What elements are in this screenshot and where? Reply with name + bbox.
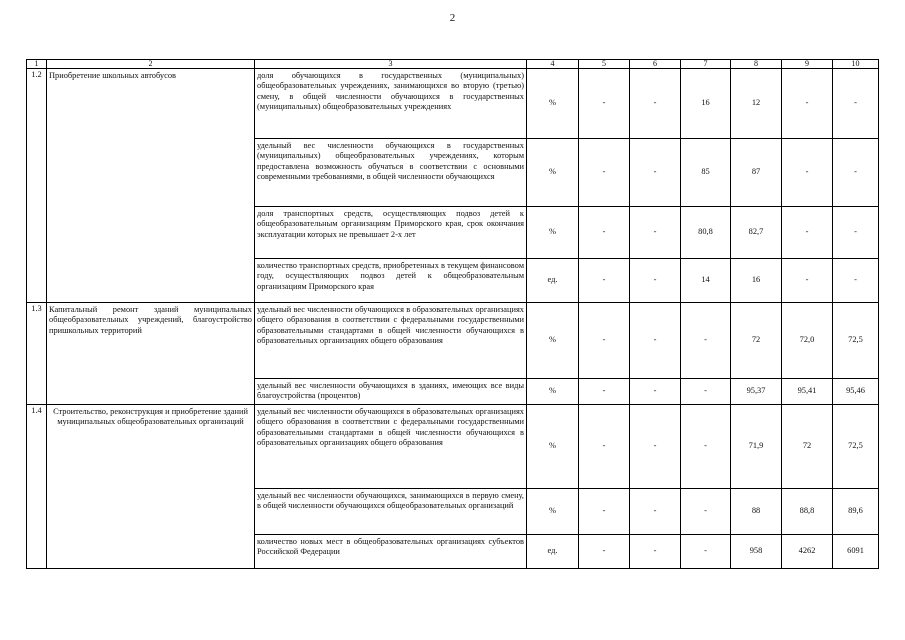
value-cell: - [833, 207, 879, 259]
unit-cell: % [527, 303, 579, 379]
value-cell: 14 [681, 259, 731, 303]
value-cell: - [579, 379, 630, 405]
column-number: 4 [527, 60, 579, 69]
indicator-text: количество транспортных средств, приобретенных в текущем финансовом году, осуществляющих подвоз детей к общеобразовательным организациям Приморского края [255, 259, 527, 303]
item-number: 1.3 [27, 303, 47, 405]
value-cell: 88,8 [782, 489, 833, 535]
value-cell: 89,6 [833, 489, 879, 535]
page-number: 2 [449, 12, 456, 24]
value-cell: - [630, 303, 681, 379]
unit-cell: % [527, 139, 579, 207]
value-cell: - [782, 259, 833, 303]
indicators-table [26, 59, 879, 569]
unit-cell: % [527, 405, 579, 489]
value-cell: - [630, 139, 681, 207]
table-row [27, 303, 879, 379]
value-cell: - [681, 405, 731, 489]
unit-cell: % [527, 379, 579, 405]
indicator-text: удельный вес численности обучающихся, занимающихся в первую смену, в общей численности обучающихся общеобразовательных организаций [255, 489, 527, 535]
value-cell: - [833, 259, 879, 303]
column-number: 8 [731, 60, 782, 69]
value-cell: 88 [731, 489, 782, 535]
column-number: 2 [47, 60, 255, 69]
value-cell: - [630, 535, 681, 569]
value-cell: - [579, 535, 630, 569]
value-cell: 71,9 [731, 405, 782, 489]
value-cell: 958 [731, 535, 782, 569]
value-cell: - [630, 259, 681, 303]
value-cell: 82,7 [731, 207, 782, 259]
indicator-text: доля обучающихся в государственных (муниципальных) общеобразовательных учреждениях, занимающихся во вторую (третью) смену, в общей численности обучающихся в государственных (муниципальных) общеобразовательных учреждениях [255, 69, 527, 139]
column-number: 1 [27, 60, 47, 69]
value-cell: - [782, 207, 833, 259]
indicator-text: удельный вес численности обучающихся в образовательных организациях общего образования в соответствии с федеральными государственными образовательными стандартами в общей численности обучающихся в образовательных организациях общего образования [255, 405, 527, 489]
column-number: 6 [630, 60, 681, 69]
indicator-text: удельный вес численности обучающихся в государственных (муниципальных) общеобразовательных учреждениях, которым предоставлена возможность обучаться в соответствии с основными современными требованиями, в общей численности обучающихся [255, 139, 527, 207]
value-cell: 6091 [833, 535, 879, 569]
value-cell: - [630, 379, 681, 405]
value-cell: 72,5 [833, 405, 879, 489]
value-cell: - [630, 69, 681, 139]
value-cell: - [630, 489, 681, 535]
column-number: 7 [681, 60, 731, 69]
value-cell: - [579, 139, 630, 207]
value-cell: 4262 [782, 535, 833, 569]
value-cell: 87 [731, 139, 782, 207]
indicator-text: удельный вес численности обучающихся в зданиях, имеющих все виды благоустройства (процентов) [255, 379, 527, 405]
value-cell: - [681, 379, 731, 405]
value-cell: - [681, 489, 731, 535]
value-cell: 16 [681, 69, 731, 139]
item-title: Капитальный ремонт зданий муниципальных общеобразовательных учреждений, благоустройство пришкольных территорий [47, 303, 255, 405]
value-cell: - [630, 405, 681, 489]
value-cell: 95,41 [782, 379, 833, 405]
value-cell: - [579, 405, 630, 489]
unit-cell: % [527, 69, 579, 139]
value-cell: - [579, 489, 630, 535]
value-cell: - [833, 139, 879, 207]
value-cell: - [782, 69, 833, 139]
unit-cell: % [527, 207, 579, 259]
value-cell: - [833, 69, 879, 139]
column-number-row [27, 60, 879, 69]
item-number: 1.4 [27, 405, 47, 569]
indicator-text: удельный вес численности обучающихся в образовательных организациях общего образования в соответствии с федеральными государственными образовательными стандартами в общей численности обучающихся в образовательных организациях общего образования [255, 303, 527, 379]
value-cell: 72 [731, 303, 782, 379]
value-cell: 80,8 [681, 207, 731, 259]
table-row [27, 405, 879, 489]
indicator-text: доля транспортных средств, осуществляющих подвоз детей к общеобразовательным организациям Приморского края, срок окончания эксплуатации которых не превышает 2-х лет [255, 207, 527, 259]
item-title: Строительство, реконструкция и приобретение зданий муниципальных общеобразовательных организаций [47, 405, 255, 569]
value-cell: - [681, 535, 731, 569]
unit-cell: ед. [527, 535, 579, 569]
item-title: Приобретение школьных автобусов [47, 69, 255, 303]
value-cell: - [681, 303, 731, 379]
value-cell: - [782, 139, 833, 207]
column-number: 10 [833, 60, 879, 69]
unit-cell: ед. [527, 259, 579, 303]
value-cell: 95,37 [731, 379, 782, 405]
indicator-text: количество новых мест в общеобразовательных организациях субъектов Российской Федерации [255, 535, 527, 569]
value-cell: 12 [731, 69, 782, 139]
value-cell: 16 [731, 259, 782, 303]
value-cell: 85 [681, 139, 731, 207]
unit-cell: % [527, 489, 579, 535]
value-cell: 72,0 [782, 303, 833, 379]
column-number: 3 [255, 60, 527, 69]
value-cell: 72 [782, 405, 833, 489]
column-number: 9 [782, 60, 833, 69]
table-row [27, 69, 879, 139]
column-number: 5 [579, 60, 630, 69]
item-number: 1.2 [27, 69, 47, 303]
value-cell: - [579, 69, 630, 139]
value-cell: - [579, 207, 630, 259]
value-cell: 95,46 [833, 379, 879, 405]
value-cell: - [579, 259, 630, 303]
value-cell: - [579, 303, 630, 379]
value-cell: 72,5 [833, 303, 879, 379]
value-cell: - [630, 207, 681, 259]
